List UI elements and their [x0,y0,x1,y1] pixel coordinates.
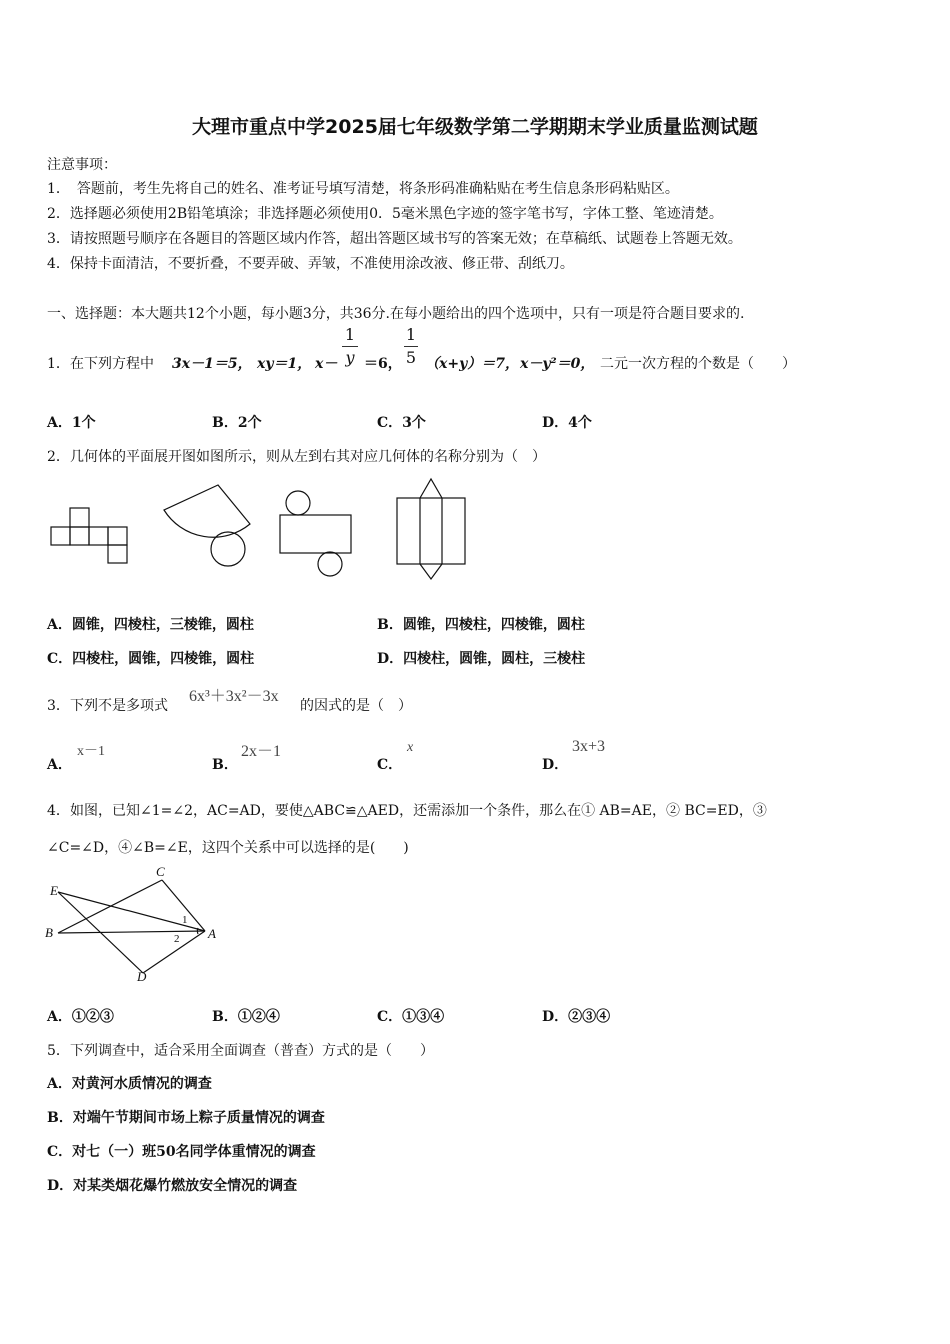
q4-text-line1: 如图，已知∠1=∠2，AC=AD，要使△ABC≌△AED，还需添加一个条件，那么在① AB=AE，② BC=ED，③ [70,803,767,819]
q4-number: 4． [47,803,70,819]
q1-eq-5: x－y²＝0， [520,356,595,372]
q1-number: 1． [47,356,70,372]
q3-option-d[interactable]: D． [542,757,569,773]
q1-option-d[interactable]: D．4个 [542,415,592,431]
q3-option-c-expr: x [407,740,414,755]
q3-option-b-expr: 2x－1 [241,743,282,760]
q1-eq-3-rhs: ＝6， [364,356,402,372]
point-label-c: C [156,864,165,879]
q1-question: 二元一次方程的个数是（ ） [600,356,796,372]
fraction-numerator: 1 [405,325,417,344]
angle-label-1: 1 [182,914,188,926]
q1-option-c[interactable]: C．3个 [377,415,426,431]
q2-option-c[interactable]: C．四棱柱，圆锥，四棱锥，圆柱 [47,651,255,667]
q3-number: 3． [47,698,70,714]
q3-option-b[interactable]: B． [212,757,238,773]
q1-eq-3: x－ [315,356,338,372]
q3-option-d-expr: 3x+3 [572,738,606,755]
notice-item: 4．保持卡面清洁，不要折叠，不要弄破、弄皱，不准使用涂改液、修正带、刮纸刀。 [47,256,574,272]
q4-option-b[interactable]: B．①②④ [212,1009,280,1025]
q2-option-b[interactable]: B．圆锥，四棱柱，四棱锥，圆柱 [377,617,585,633]
q5-number: 5． [47,1043,70,1059]
point-label-e: E [50,883,58,898]
q2-text: 几何体的平面展开图如图所示，则从左到右其对应几何体的名称分别为（ ） [70,449,546,465]
q1-eq-1: 3x－1＝5， [172,356,252,372]
q1-eq-2: xy＝1， [257,356,312,372]
net-figure-cube [50,505,130,565]
notice-item: 1． 答题前，考生先将自己的姓名、准考证号填写清楚，将条形码准确粘贴在考生信息条形码粘贴区。 [47,181,679,197]
notice-heading: 注意事项： [47,157,117,173]
q4-triangle-figure [40,862,230,987]
q5-option-c[interactable]: C．对七（一）班50名同学体重情况的调查 [47,1144,316,1160]
q5-option-d[interactable]: D．对某类烟花爆竹燃放安全情况的调查 [47,1178,298,1194]
section-header: 一、选择题：本大题共12个小题，每小题3分，共36分.在每小题给出的四个选项中，只有一项是符合题目要求的. [47,306,745,322]
angle-label-2: 2 [174,933,180,945]
q1-option-a[interactable]: A．1个 [47,415,96,431]
q3-question: 的因式的是（ ） [300,698,412,714]
q3-option-c[interactable]: C． [377,757,403,773]
point-label-a: A [208,926,216,941]
q1-option-b[interactable]: B．2个 [212,415,262,431]
q4-text-line2: ∠C=∠D，④∠B=∠E，这四个关系中可以选择的是( ) [47,840,409,856]
fraction-denominator: y [345,348,355,367]
q5-text: 下列调查中，适合采用全面调查（普查）方式的是（ ） [70,1043,434,1059]
q3-polynomial: 6x³＋3x²－3x [189,688,279,705]
q4-option-a[interactable]: A．①②③ [47,1009,114,1025]
q2-option-d[interactable]: D．四棱柱，圆锥，圆柱，三棱柱 [377,651,586,667]
q1-text: 在下列方程中 [70,356,154,372]
page-title: 大理市重点中学2025届七年级数学第二学期期末学业质量监测试题 [192,116,758,138]
q1-fraction-2 [404,326,418,367]
q1-fraction-1 [342,326,358,367]
q5-option-a[interactable]: A．对黄河水质情况的调查 [47,1076,212,1092]
q3-option-a-expr: x－1 [77,744,105,759]
net-figure-prism [394,476,469,582]
q3-option-a[interactable]: A． [47,757,72,773]
notice-item: 3．请按照题号顺序在各题目的答题区域内作答，超出答题区域书写的答案无效；在草稿纸、试题卷上答题无效。 [47,231,742,247]
net-figure-cone [160,482,255,572]
q1-eq-4: （x+y）＝7， [425,356,519,372]
q4-option-c[interactable]: C．①③④ [377,1009,445,1025]
q5-option-b[interactable]: B．对端午节期间市场上粽子质量情况的调查 [47,1110,325,1126]
q2-number: 2． [47,449,70,465]
fraction-numerator: 1 [344,325,356,344]
fraction-denominator: 5 [405,348,417,367]
q2-option-a[interactable]: A．圆锥，四棱柱，三棱锥，圆柱 [47,617,254,633]
q3-text: 下列不是多项式 [70,698,168,714]
notice-item: 2．选择题必须使用2B铅笔填涂；非选择题必须使用0．5毫米黑色字迹的签字笔书写，字体工整、笔迹清楚。 [47,206,723,222]
point-label-b: B [45,925,53,940]
net-figure-cylinder [278,488,354,580]
point-label-d: D [137,969,147,984]
q4-option-d[interactable]: D．②③④ [542,1009,611,1025]
